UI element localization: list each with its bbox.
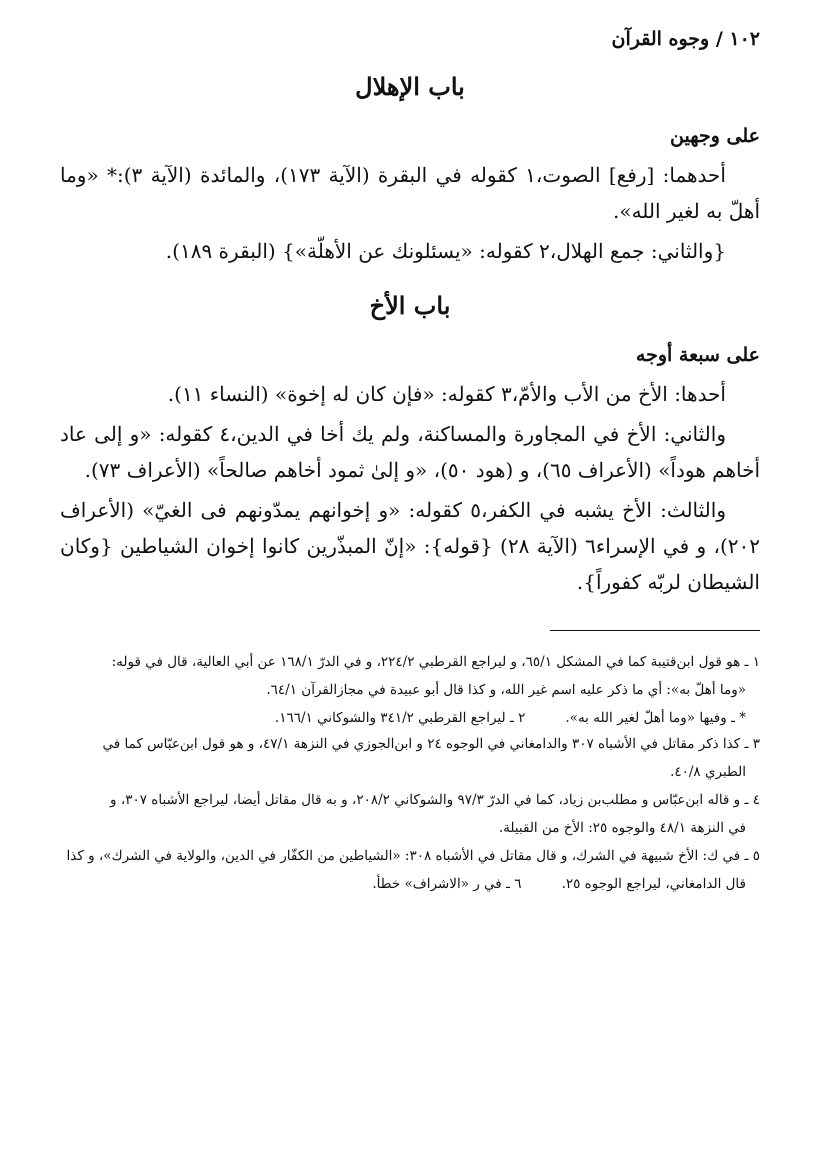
section-title-ihlal: باب الإهلال: [355, 72, 465, 101]
section-subtitle-akh: على سبعة أوجه: [635, 344, 760, 366]
footnote-5: ٥ ـ في ك: الأخ شبيهة في الشرك، و قال مقاتل في الأشباه ٣٠٨: «الشياطين من الكفّار في الدين، والولاية في الشرك»، و كذا: [66, 848, 760, 864]
running-head: ١٠٢ / وجوه القرآن: [611, 28, 760, 50]
footnote-4-continued: في النزهة ٤٨/١ والوجوه ٢٥: الأخ من القبيلة.: [498, 820, 746, 836]
page: [60, 28, 760, 897]
footnote-4: ٤ ـ و قاله ابن‌عبّاس و مطلب‌بن زياد، كما في الدرّ ٩٧/٣ والشوكاني ٢٠٨/٢، و به قال مقاتل أيضا، ليراجع الأشباه ٣٠٧، و: [110, 792, 760, 808]
footnote-3: ٣ ـ كذا ذكر مقاتل في الأشباه ٣٠٧ والدامغاني في الوجوه ٢٤ و ابن‌الجوزي في النزهة ٤٧/١، و هو قول ابن‌عبّاس كما في: [102, 736, 760, 752]
paragraph-akh-2: والثاني: الأخ في المجاورة والمساكنة، ولم يك أخا في الدين،٤ كقوله: «و إلى عاد أخاهم هوداً» (الأعراف ٦٥)، و (هود ٥٠)، «و إلىٰ ثمود أخاهم صالحاً» (الأعراف ٧٣).: [60, 422, 760, 482]
footnote-2: ٢ ـ ليراجع القرطبي ٣٤١/٢ والشوكاني ١٦٦/١.: [274, 710, 526, 726]
footnote-1: ١ ـ هو قول ابن‌قتيبة كما في المشكل ٦٥/١، و ليراجع القرطبي ٢٢٤/٢، و في الدرّ ١٦٨/١ عن أبي العالية، قال في قوله:: [111, 654, 760, 670]
paragraph-ihlal-1: أحدهما: [رفع] الصوت،١ كقوله في البقرة (الآية ١٧٣)، والمائدة (الآية ٣):* «وما أهلّ به لغير الله».: [60, 163, 760, 223]
footnote-divider: [550, 630, 760, 631]
footnote-star: * ـ وفيها «وما أهلّ لغير الله به».: [565, 710, 746, 726]
paragraph-akh-1: أحدها: الأخ من الأب والأمّ،٣ كقوله: «فإن كان له إخوة» (النساء ١١).: [167, 382, 726, 406]
paragraph-akh-3: والثالث: الأخ يشبه في الكفر،٥ كقوله: «و إخوانهم يمدّونهم فى الغيّ» (الأعراف ٢٠٢)، و في الإسراء٦ (الآية ٢٨) {قوله}: «إنّ المبذّرين كانوا إخوان الشياطين {وكان الشيطان لربّه كفوراً}.: [60, 498, 760, 594]
section-title-akh: باب الأخ: [369, 291, 451, 320]
footnote-5-continued: قال الدامغاني، ليراجع الوجوه ٢٥.: [561, 876, 746, 892]
footnote-6: ٦ ـ في ر «الاشراف» خطأ.: [372, 876, 522, 892]
paragraph-ihlal-2: {والثاني: جمع الهلال،٢ كقوله: «يسئلونك عن الأهلّة»} (البقرة ١٨٩).: [165, 239, 726, 263]
section-subtitle-ihlal: على وجهين: [670, 125, 760, 147]
footnote-row-star-2: [60, 705, 760, 731]
footnote-1-continued: «وما أهلّ به»: أي ما ذكر عليه اسم غير الله، و كذا قال أبو عبيدة في مجازالقرآن ٦٤/١.: [266, 682, 746, 698]
footnote-3-continued: الطبري ٤٠/٨.: [670, 764, 746, 780]
footnote-row-5-6: [60, 871, 760, 897]
